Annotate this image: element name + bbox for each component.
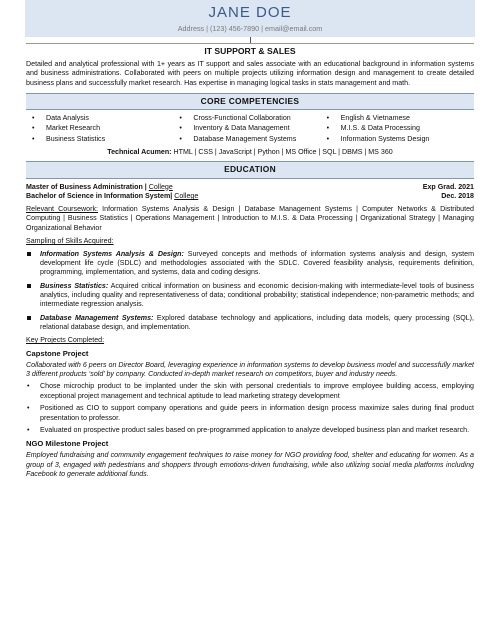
- job-title: IT SUPPORT & SALES: [26, 43, 474, 60]
- bullet-icon: •: [27, 425, 30, 434]
- degree-row: [26, 192, 474, 202]
- competency-item: • Market Research: [32, 124, 101, 133]
- project-bullet: • Positioned as CIO to support company operations and guide peers in information design process maximize sales during final product presentation to professor.: [27, 404, 474, 422]
- summary-paragraph: Detailed and analytical professional with 1+ years as IT support and sales associate with an educational background in information systems and business administrations. Collaborated with peers on multiple projects utilizing information design and management to create detailed business plans and successfully market research. Has expertise in managing logical tasks in stats management and math.: [26, 59, 474, 87]
- degree-date: Exp Grad. 2021: [422, 182, 474, 191]
- project-bullets: [26, 382, 474, 435]
- key-projects-label: Key Projects Completed:: [26, 336, 105, 345]
- skill-item: Information Systems Analysis & Design: Surveyed concepts and methods of information systems analysis and design, system development life cycle (SDLC) and methodologies associated with the SDLC. Covered feasibility analysis, requirements definition, programming, implementation, and systems, data and coding designs.: [26, 250, 474, 278]
- competencies-column-1: [32, 113, 182, 144]
- technical-acumen-label: Technical Acumen:: [107, 148, 172, 157]
- bullet-icon: •: [27, 404, 30, 413]
- skill-title: Business Statistics:: [40, 281, 109, 290]
- bullet-icon: •: [179, 124, 182, 133]
- skill-item: Business Statistics: Acquired critical information on business and economic decision-making with intermediate-level tools of business analytics, including quality and representativeness of data; conditional probability; statistical independence; non-parametric methods; and intermediate regression analysis.: [26, 282, 474, 310]
- competency-item: • Cross-Functional Collaboration: [179, 114, 291, 123]
- project-description: Employed fundraising and community engagement techniques to raise money for NGO providing food, shelter and educating for women. As a group of 3, engaged with pedestrians and shoppers through emotions-driven fundraising, while also utilizing social media platforms including Facebook to generate additional funds.: [26, 451, 474, 478]
- competency-item: • M.I.S. & Data Processing: [326, 124, 420, 133]
- contact-line: Address | (123) 456-7890 | email@email.com: [177, 24, 323, 33]
- school-name: College: [148, 182, 173, 191]
- skill-title: Database Management Systems:: [40, 313, 154, 322]
- skills-label: Sampling of Skills Acquired:: [26, 237, 114, 246]
- project-bullet: • Chose microchip product to be implanted under the skin with personal credentials to improve employee building access, employing exceptional project management and technical aptitude to lead marketing strategy development: [27, 382, 474, 400]
- coursework-label: Relevant Coursework:: [26, 205, 98, 214]
- competencies-column-2: [179, 113, 326, 144]
- competencies-grid: [26, 110, 474, 146]
- bullet-icon: •: [32, 114, 35, 123]
- skills-list: [26, 250, 474, 333]
- project-title: NGO Milestone Project: [26, 439, 109, 449]
- bullet-icon: •: [179, 134, 182, 143]
- project-bullet: • Evaluated on prospective product sales based on pre-programmed application to analyze developed business plan and market research.: [27, 425, 470, 434]
- school-name: College: [174, 192, 199, 201]
- coursework: [26, 205, 474, 233]
- bullet-icon: •: [326, 114, 330, 123]
- bullet-icon: •: [32, 134, 35, 143]
- bullet-icon: •: [326, 124, 330, 133]
- technical-acumen: [26, 146, 474, 161]
- competency-item: • English & Vietnamese: [326, 114, 410, 123]
- coursework-text: Information Systems Analysis & Design | Database Management Systems | Computer Networks & Distributed Computing | Business Statistics | Operations Management | Introduction to M.I.S. & Data Processing | Organizational Strategy | Managing Organizational Behavior: [26, 205, 474, 232]
- competencies-column-3: [327, 113, 474, 144]
- bullet-icon: •: [27, 382, 30, 391]
- bullet-icon: •: [326, 134, 330, 143]
- candidate-name: JANE DOE: [208, 4, 292, 21]
- bullet-icon: •: [32, 124, 35, 133]
- project-capstone: [26, 349, 474, 436]
- degree-name: Bachelor of Science in Information System|: [26, 192, 175, 201]
- competency-item: • Inventory & Data Management: [179, 124, 290, 133]
- competency-item: • Business Statistics: [32, 134, 106, 143]
- education-heading: EDUCATION: [26, 161, 474, 178]
- technical-acumen-value: HTML | CSS | JavaScript | Python | MS Office | SQL | DBMS | MS 360: [171, 148, 393, 157]
- project-title: Capstone Project: [26, 348, 89, 358]
- skill-item: Database Management Systems: Explored database technology and applications, including data models, query processing (SQL), relational database design, and implementation.: [26, 314, 474, 333]
- square-bullet-icon: [27, 252, 31, 256]
- degree-list: [26, 183, 474, 203]
- bullet-icon: •: [179, 114, 182, 123]
- competency-item: • Data Analysis: [32, 114, 89, 123]
- competency-item: • Information Systems Design: [326, 134, 430, 143]
- skill-title: Information Systems Analysis & Design:: [40, 249, 184, 258]
- project-ngo: [26, 439, 474, 479]
- competency-item: • Database Management Systems: [179, 134, 297, 143]
- core-competencies-heading: CORE COMPETENCIES: [26, 93, 474, 110]
- degree-date: Dec. 2018: [441, 192, 474, 201]
- square-bullet-icon: [27, 284, 31, 288]
- square-bullet-icon: [27, 316, 31, 320]
- degree-row: [26, 183, 474, 193]
- degree-name: Master of Business Administration |: [26, 182, 149, 191]
- header-band: [25, 0, 475, 37]
- project-description: Collaborated with 6 peers on Director Board, leveraging experience in information systems to develop business model and successfully market 3 different products ‘sold’ by company. Conducted in-depth market research on competitors, buyer and industry needs.: [26, 360, 474, 379]
